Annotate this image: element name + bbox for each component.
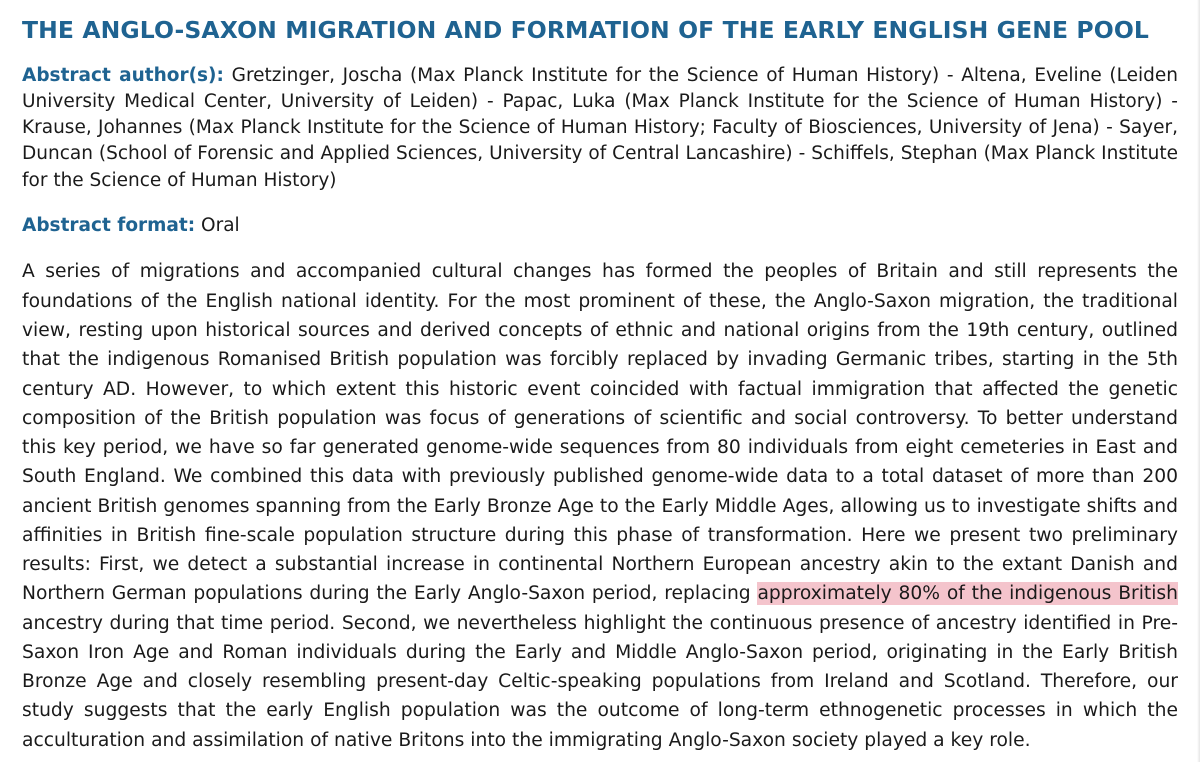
abstract-format-label: Abstract format: — [22, 214, 196, 236]
abstract-authors-value: Gretzinger, Joscha (Max Planck Institute for the Science of Human History) - Altena, Eveline (Leiden University Medical Center, University of Leiden) - Papac, Luka (Max Planck Institute for the Science of Human History) - Krause, Johannes (Max Planck Institute for the Science of Human History; Faculty of Biosciences, University of Jena) - Sayer, Duncan (School of Forensic and Applied Sciences, University of Central Lancashire) - Schiffels, Stephan (Max Planck Institute for the Science of Human History) — [22, 64, 1178, 191]
abstract-format-value: Oral — [195, 214, 240, 236]
abstract-authors-label: Abstract author(s): — [22, 64, 224, 86]
abstract-format — [22, 213, 1178, 239]
page-title: THE ANGLO-SAXON MIGRATION AND FORMATION OF THE EARLY ENGLISH GENE POOL — [22, 16, 1149, 44]
abstract-highlighted-text: approximately 80% of the indigenous British — [757, 583, 1178, 605]
abstract-body — [22, 257, 1178, 755]
abstract-authors — [22, 63, 1178, 194]
abstract-body-part-2: ancestry during that time period. Second, we nevertheless highlight the continuous presence of ancestry identified in Pre-Saxon Iron Age and Roman individuals during the Early and Middle Anglo-Saxon period, originating in the Early British Bronze Age and closely resembling present-day Celtic-speaking populations from Ireland and Scotland. Therefore, our study suggests that the early English population was the outcome of long-term ethnogenetic processes in which the acculturation and assimilation of native Britons into the immigrating Anglo-Saxon society played a key role. — [22, 612, 1178, 751]
abstract-body-part-1: A series of migrations and accompanied cultural changes has formed the peoples of Britain and still represents the foundations of the English national identity. For the most prominent of these, the Anglo-Saxon migration, the traditional view, resting upon historical sources and derived concepts of ethnic and national origins from the 19th century, outlined that the indigenous Romanised British population was forcibly replaced by invading Germanic tribes, starting in the 5th century AD. However, to which extent this historic event coincided with factual immigration that affected the genetic composition of the British population was focus of generations of scientific and social controversy. To better understand this key period, we have so far generated genome-wide sequences from 80 individuals from eight cemeteries in East and South England. We combined this data with previously published genome-wide data to a total dataset of more than 200 ancient British genomes spanning from the Early Bronze Age to the Early Middle Ages, allowing us to investigate shifts and affinities in British fine-scale population structure during this phase of transformation. Here we present two preliminary results: First, we detect a substantial increase in continental Northern European ancestry akin to the extant Danish and Northern German populations during the Early Anglo-Saxon period, replacing — [22, 261, 1178, 605]
